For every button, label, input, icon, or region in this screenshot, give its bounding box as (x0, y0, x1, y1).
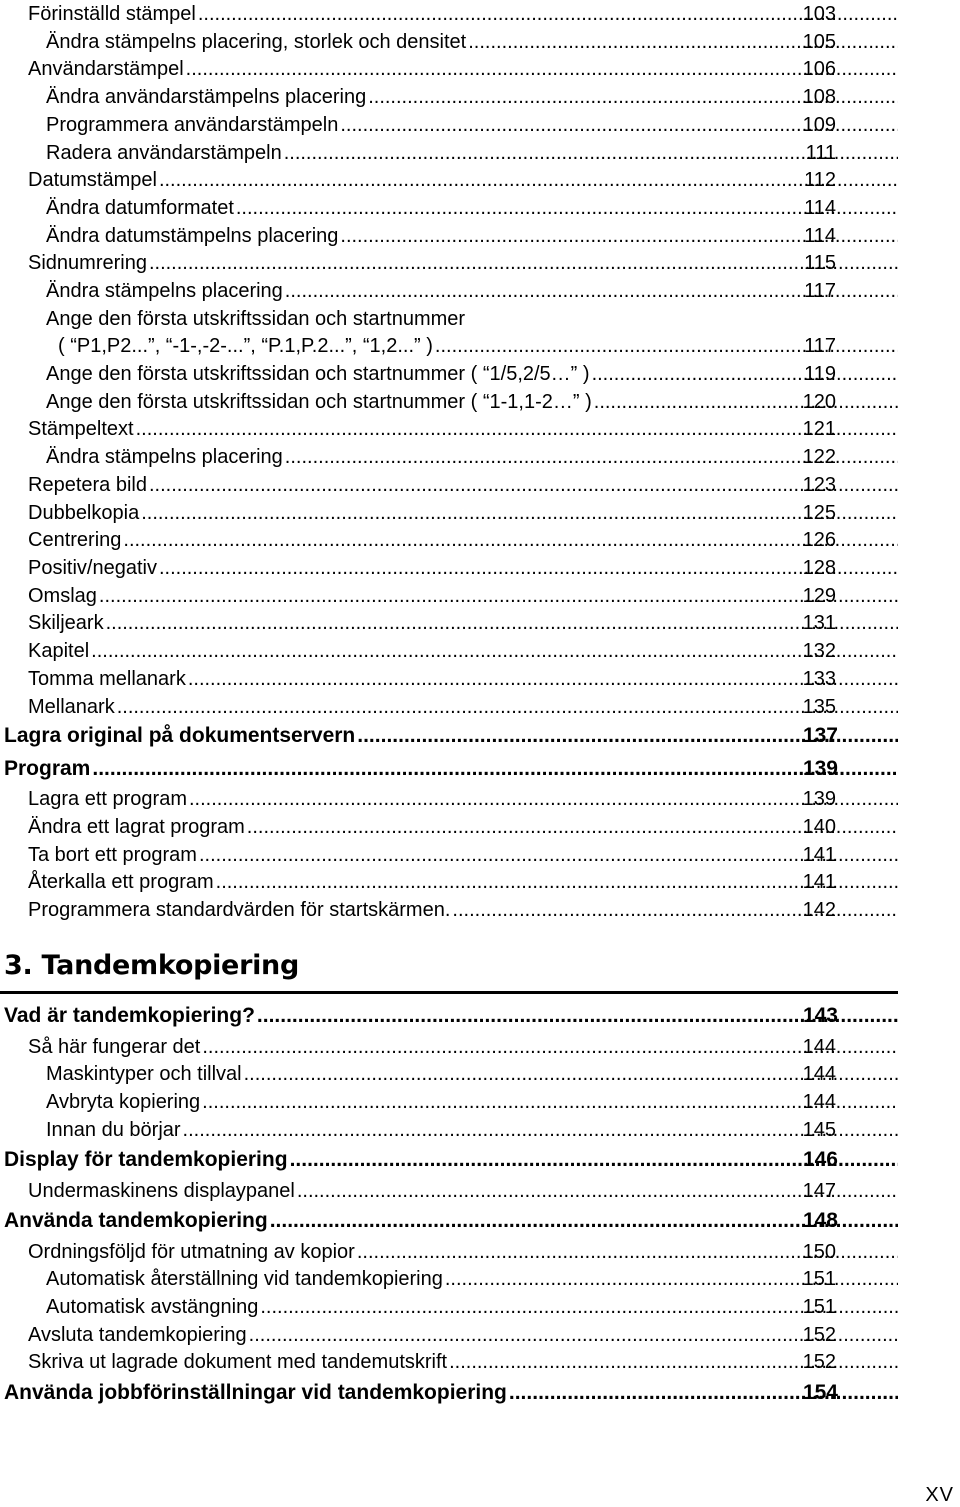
dot-leader (188, 667, 898, 691)
toc-entry-title: Förinställd stämpel (28, 3, 196, 25)
toc-entry-title: Ändra stämpelns placering, storlek och densitet (46, 31, 467, 53)
dot-leader (199, 843, 898, 867)
toc-entry[interactable] (0, 57, 900, 81)
toc-entry[interactable] (0, 279, 900, 303)
toc-entry-title: Tomma mellanark (28, 668, 186, 690)
toc-entry-page: 154 (802, 1381, 838, 1404)
toc-entry[interactable] (0, 584, 900, 608)
toc-entry-title: Ändra datumformatet (46, 197, 234, 219)
dot-leader (117, 695, 898, 719)
toc-entry[interactable] (0, 224, 900, 248)
toc-entry[interactable] (0, 141, 900, 165)
toc-entry-page: 128 (802, 557, 836, 579)
dot-leader (592, 362, 898, 386)
toc-entry-title: Programmera användarstämpeln (46, 114, 339, 136)
toc-entry-title: Datumstämpel (28, 169, 157, 191)
dot-leader (189, 787, 898, 811)
toc-entry[interactable] (0, 787, 900, 811)
toc-entry[interactable] (0, 639, 900, 663)
toc-entry[interactable] (0, 898, 900, 922)
toc-entry[interactable] (0, 667, 900, 691)
toc-entry[interactable] (0, 1295, 900, 1319)
toc-section-entry[interactable] (0, 757, 900, 781)
toc-entry-page: 143 (802, 1004, 838, 1027)
toc-entry[interactable] (0, 445, 900, 469)
toc-entry-title: Display för tandemkopiering (4, 1148, 288, 1171)
toc-entry-title: Automatisk återställning vid tandemkopiering (46, 1268, 443, 1290)
toc-entry-page: 131 (802, 612, 836, 634)
toc-entry-title: Ange den första utskriftssidan och startnummer ( “1-1,1-2…” ) (46, 391, 592, 413)
toc-entry[interactable] (0, 1035, 900, 1059)
toc-entry-page: 106 (802, 58, 836, 80)
dot-leader (141, 501, 898, 525)
toc-entry-title: Avbryta kopiering (46, 1091, 201, 1113)
toc-entry[interactable] (0, 1090, 900, 1114)
toc-section-entry[interactable] (0, 1004, 900, 1028)
toc-entry-page: 152 (802, 1351, 836, 1373)
toc-entry-page: 144 (802, 1091, 836, 1113)
toc-entry-page: 132 (802, 640, 836, 662)
toc-entry-title: Återkalla ett program (28, 871, 214, 893)
toc-section-entry[interactable] (0, 1209, 900, 1233)
toc-entry-title: Kapitel (28, 640, 90, 662)
toc-entry-page: 126 (802, 529, 836, 551)
toc-entry[interactable] (0, 334, 900, 358)
toc-entry[interactable] (0, 1240, 900, 1264)
toc-entry-page: 140 (802, 816, 836, 838)
toc-entry-title: Positiv/negativ (28, 557, 157, 579)
chapter-divider (0, 991, 898, 994)
toc-entry-page: 119 (804, 363, 836, 385)
toc-section-entry[interactable] (0, 1148, 900, 1172)
toc-entry-page: 144 (802, 1036, 836, 1058)
toc-entry-page: 109 (802, 114, 836, 136)
toc-entry-page: 108 (802, 86, 836, 108)
toc-entry-title: Programmera standardvärden för startskärmen. (28, 899, 451, 921)
toc-entry-page: 135 (802, 696, 836, 718)
toc-entry[interactable] (0, 417, 900, 441)
toc-entry-title: Ange den första utskriftssidan och startnummer ( “1/5,2/5…” ) (46, 363, 590, 385)
toc-entry-title: Skiljeark (28, 612, 104, 634)
toc-entry-page: 141 (802, 871, 836, 893)
toc-entry-title: Mellanark (28, 696, 115, 718)
toc-entry-title: Ändra användarstämpelns placering (46, 86, 367, 108)
dot-leader (123, 528, 898, 552)
toc-entry-title: Omslag (28, 585, 97, 607)
toc-entry[interactable] (0, 501, 900, 525)
toc-entry-page: 121 (802, 418, 836, 440)
toc-entry-wrapped-first-line[interactable]: Ange den första utskriftssidan och startnummer (46, 308, 466, 330)
toc-entry[interactable] (0, 556, 900, 580)
toc-entry[interactable] (0, 85, 900, 109)
dot-leader (202, 1090, 898, 1114)
toc-entry[interactable] (0, 528, 900, 552)
toc-entry-page: 114 (804, 225, 836, 247)
toc-entry-page: 117 (804, 335, 836, 357)
toc-entry[interactable] (0, 473, 900, 497)
dot-leader (159, 168, 898, 192)
toc-section-entry[interactable] (0, 724, 900, 748)
toc-entry-page: 103 (802, 3, 836, 25)
dot-leader (92, 757, 898, 781)
toc-entry-page: 145 (802, 1119, 836, 1141)
toc-entry-page: 105 (802, 31, 836, 53)
toc-entry-page: 115 (804, 252, 836, 274)
toc-entry[interactable] (0, 1179, 900, 1203)
dot-leader (159, 556, 898, 580)
dot-leader (99, 584, 898, 608)
dot-leader (594, 390, 898, 414)
toc-entry-title: Automatisk avstängning (46, 1296, 259, 1318)
toc-entry-title: Avsluta tandemkopiering (28, 1324, 247, 1346)
toc-entry[interactable] (0, 251, 900, 275)
toc-entry[interactable] (0, 196, 900, 220)
toc-entry-page: 144 (802, 1063, 836, 1085)
toc-entry-title: Lagra ett program (28, 788, 187, 810)
toc-entry-page: 152 (802, 1324, 836, 1346)
toc-entry-page: 111 (805, 142, 836, 164)
toc-entry-title: Undermaskinens displaypanel (28, 1180, 295, 1202)
toc-entry[interactable] (0, 1267, 900, 1291)
toc-entry-title: Vad är tandemkopiering? (4, 1004, 255, 1027)
toc-entry[interactable] (0, 113, 900, 137)
toc-entry-title: Lagra original på dokumentservern (4, 724, 356, 747)
dot-leader (198, 2, 898, 26)
toc-entry[interactable] (0, 1118, 900, 1142)
toc-entry-title: Ändra ett lagrat program (28, 816, 245, 838)
toc-entry-page: 148 (802, 1209, 838, 1232)
toc-entry-page: 133 (802, 668, 836, 690)
dot-leader (106, 611, 898, 635)
toc-entry[interactable] (0, 390, 900, 414)
toc-entry-page: 120 (802, 391, 836, 413)
toc-entry-title: Dubbelkopia (28, 502, 140, 524)
toc-entry-title: Innan du börjar (46, 1119, 181, 1141)
toc-entry-title: Använda jobbförinställningar vid tandemkopiering (4, 1381, 507, 1404)
toc-entry-page: 123 (802, 474, 836, 496)
toc-entry-title: Så här fungerar det (28, 1036, 201, 1058)
toc-entry-page: 117 (804, 280, 836, 302)
toc-entry-title: Använda tandemkopiering (4, 1209, 268, 1232)
toc-entry-title: Användarstämpel (28, 58, 184, 80)
toc-entry-title: ( “P1,P2...”, “-1-,-2-...”, “P.1,P.2...”, “1,2...” ) (58, 335, 433, 357)
dot-leader (509, 1381, 898, 1405)
toc-entry[interactable] (0, 843, 900, 867)
toc-entry-page: 125 (802, 502, 836, 524)
toc-entry[interactable] (0, 695, 900, 719)
toc-entry-title: Program (4, 757, 91, 780)
toc-entry-page: 147 (802, 1180, 836, 1202)
toc-entry-title: Ta bort ett program (28, 844, 197, 866)
toc-entry-title: Ändra stämpelns placering (46, 280, 283, 302)
dot-leader (186, 57, 898, 81)
toc-entry[interactable] (0, 30, 900, 54)
toc-entry-title: Sidnumrering (28, 252, 147, 274)
toc-entry-page: 150 (802, 1241, 836, 1263)
toc-entry[interactable] (0, 168, 900, 192)
toc-entry-title: Skriva ut lagrade dokument med tandemutskrift (28, 1351, 448, 1373)
toc-entry-page: 141 (802, 844, 836, 866)
dot-leader (136, 417, 898, 441)
toc-entry-page: 151 (802, 1268, 836, 1290)
toc-entry-title: Maskintyper och tillval (46, 1063, 242, 1085)
toc-entry-page: 137 (802, 724, 838, 747)
toc-entry[interactable] (0, 1350, 900, 1374)
toc-entry-page: 146 (802, 1148, 838, 1171)
page-number-folio: XV (925, 1484, 954, 1506)
toc-entry-title: Ordningsföljd för utmatning av kopior (28, 1241, 355, 1263)
toc-entry[interactable] (0, 870, 900, 894)
dot-leader (202, 1035, 898, 1059)
toc-entry[interactable] (0, 2, 900, 26)
toc-entry[interactable] (0, 815, 900, 839)
dot-leader (149, 251, 898, 275)
toc-entry[interactable] (0, 611, 900, 635)
toc-section-entry[interactable] (0, 1381, 900, 1405)
toc-entry-title: Centrering (28, 529, 122, 551)
toc-entry[interactable] (0, 362, 900, 386)
toc-entry[interactable] (0, 1062, 900, 1086)
toc-entry-page: 122 (802, 446, 836, 468)
toc-entry-title: Ändra stämpelns placering (46, 446, 283, 468)
toc-entry-page: 139 (802, 788, 836, 810)
toc-entry-page: 151 (802, 1296, 836, 1318)
toc-entry-page: 112 (804, 169, 836, 191)
dot-leader (91, 639, 898, 663)
toc-entry[interactable] (0, 1323, 900, 1347)
toc-entry-page: 142 (802, 899, 836, 921)
toc-entry-title: Ändra datumstämpelns placering (46, 225, 339, 247)
toc-entry-page: 129 (802, 585, 836, 607)
toc-entry-page: 139 (802, 757, 838, 780)
toc-entry-page: 114 (804, 197, 836, 219)
toc-entry-title: Repetera bild (28, 474, 147, 496)
dot-leader (183, 1118, 898, 1142)
chapter-heading: 3. Tandemkopiering (4, 950, 299, 981)
dot-leader (149, 473, 898, 497)
toc-entry-title: Stämpeltext (28, 418, 134, 440)
toc-entry-title: Radera användarstämpeln (46, 142, 282, 164)
